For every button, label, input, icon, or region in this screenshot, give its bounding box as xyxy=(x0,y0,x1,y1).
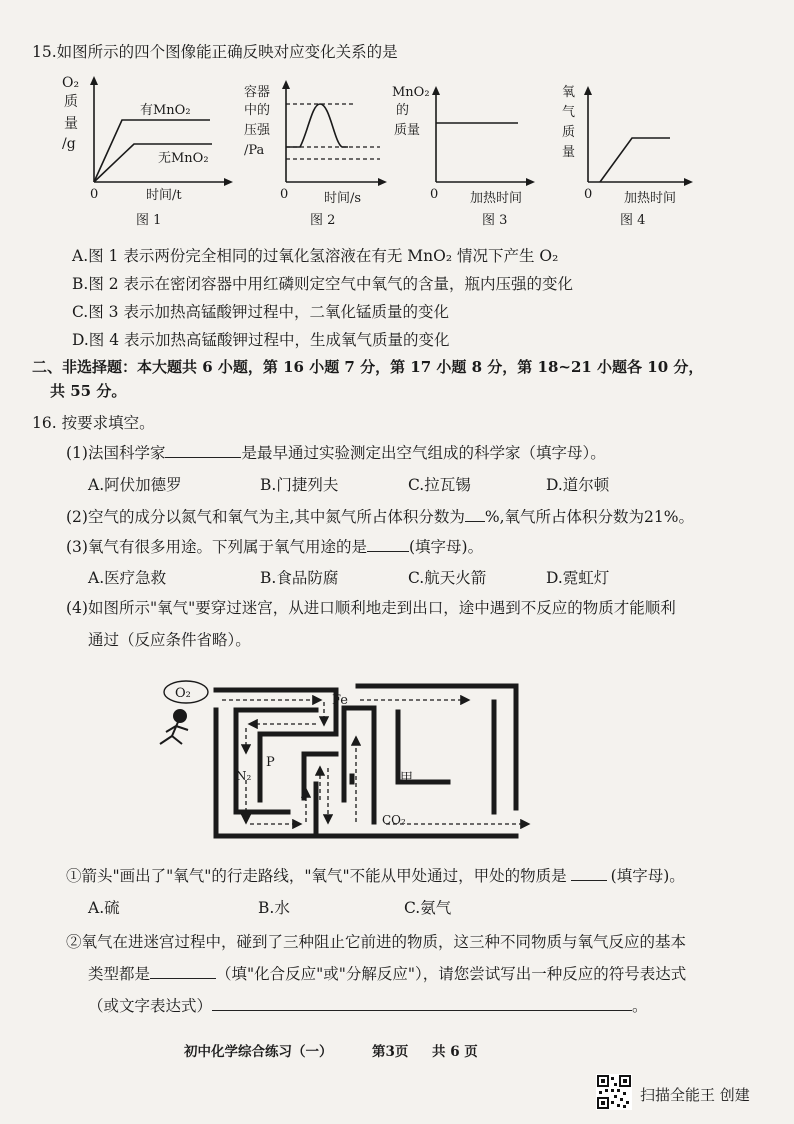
q16-p1-option-c: C.拉瓦锡 xyxy=(408,476,471,494)
q15-option-a: A.图 1 表示两份完全相同的过氧化氢溶液在有无 MnO₂ 情况下产生 O₂ xyxy=(72,247,559,265)
graph3-origin: 0 xyxy=(430,187,439,202)
q16-p1-option-b: B.门捷列夫 xyxy=(260,476,339,494)
footer-title: 初中化学综合练习（一） xyxy=(184,1044,333,1060)
graph2-y-label xyxy=(244,85,271,158)
q15-option-d: D.图 4 表示加热高锰酸钾过程中，生成氧气质量的变化 xyxy=(72,331,450,349)
maze-diagram xyxy=(148,672,538,842)
svg-text:MnO₂: MnO₂ xyxy=(392,85,430,100)
svg-text:质: 质 xyxy=(64,94,78,110)
svg-text:O₂: O₂ xyxy=(62,75,80,91)
q16-sub2-blank-expression[interactable] xyxy=(212,996,632,1011)
svg-text:质量: 质量 xyxy=(394,123,421,138)
graph3-caption: 图 3 xyxy=(482,213,508,228)
graph4-oxygen-line xyxy=(600,138,670,182)
svg-text:量: 量 xyxy=(562,145,576,160)
graph1-label-without: 无MnO₂ xyxy=(158,151,209,166)
graph2-origin: 0 xyxy=(280,187,289,202)
graph1-caption: 图 1 xyxy=(136,213,162,228)
q15-stem: 15.如图所示的四个图像能正确反映对应变化关系的是 xyxy=(32,43,398,61)
maze-co2-label: CO₂ xyxy=(382,813,406,827)
q16-p3-option-d: D.霓虹灯 xyxy=(546,569,610,587)
graph2-pressure-curve xyxy=(286,104,348,147)
graph1-x-label: 时间/t xyxy=(146,188,182,203)
svg-text:氧: 氧 xyxy=(562,85,576,100)
maze-p-label: P xyxy=(266,755,275,770)
svg-text:容器: 容器 xyxy=(244,85,271,100)
o2-walker-icon xyxy=(160,710,188,744)
q16-part4-line2: 通过（反应条件省略）。 xyxy=(88,631,251,649)
q16-part3: (3)氧气有很多用途。下列属于氧气用途的是 (填字母)。 xyxy=(66,538,484,556)
graph-2 xyxy=(242,72,392,232)
q16-part1: (1)法国科学家 是最早通过实验测定出空气组成的科学家（填字母）。 xyxy=(66,444,606,462)
q16-sub1-blank[interactable] xyxy=(571,866,607,881)
footer-page: 第3页 xyxy=(372,1044,409,1060)
section2-header-line1: 二、非选择题：本大题共 6 小题，第 16 小题 7 分，第 17 小题 8 分，第 18~21 小题各 10 分， xyxy=(32,358,704,376)
q16-sub2-line3: （或文字表达式） 。 xyxy=(88,997,648,1015)
graph4-x-label: 加热时间 xyxy=(624,191,677,206)
q16-p3-option-c: C.航天火箭 xyxy=(408,569,487,587)
q16-part2-blank[interactable] xyxy=(465,507,485,522)
q16-p3-option-b: B.食品防腐 xyxy=(260,569,339,587)
q16-p1-option-d: D.道尔顿 xyxy=(546,476,610,494)
q16-s1-option-c: C.氨气 xyxy=(404,899,452,917)
q15-option-b: B.图 2 表示在密闭容器中用红磷则定空气中氧气的含量，瓶内压强的变化 xyxy=(72,275,574,293)
svg-text:/Pa: /Pa xyxy=(244,143,265,158)
graph3-y-label xyxy=(392,85,430,138)
maze-n2-label: N₂ xyxy=(236,769,252,783)
graph3-x-label: 加热时间 xyxy=(470,191,523,206)
graph-1 xyxy=(58,72,238,232)
graph4-caption: 图 4 xyxy=(620,213,646,228)
q16-part2: (2)空气的成分以氮气和氧气为主,其中氮气所占体积分数为 %,氧气所占体积分数为21%。 xyxy=(66,508,694,526)
svg-text:量: 量 xyxy=(64,116,78,132)
svg-text:气: 气 xyxy=(562,105,576,120)
svg-text:质: 质 xyxy=(562,125,576,140)
maze-fe-label: Fe xyxy=(332,693,349,708)
svg-text:/g: /g xyxy=(62,136,76,152)
q16-s1-option-b: B.水 xyxy=(258,899,290,917)
svg-text:的: 的 xyxy=(396,103,410,118)
maze-jia-label: 甲 xyxy=(400,771,414,786)
q16-sub2-line2: 类型都是 （填"化合反应"或"分解反应"），请您尝试写出一种反应的符号表达式 xyxy=(88,965,687,983)
watermark-text: 扫描全能王 创建 xyxy=(640,1086,750,1104)
maze-walls xyxy=(216,686,516,836)
qr-code-icon xyxy=(596,1074,632,1110)
graph4-y-label xyxy=(562,85,575,160)
graph2-caption: 图 2 xyxy=(310,213,336,228)
graph-3 xyxy=(390,72,540,232)
svg-text:中的: 中的 xyxy=(244,103,271,118)
q16-part3-blank[interactable] xyxy=(367,537,409,552)
q16-sub2-blank-type[interactable] xyxy=(150,964,216,979)
q15-option-c: C.图 3 表示加热高锰酸钾过程中，二氧化锰质量的变化 xyxy=(72,303,449,321)
svg-text:压强: 压强 xyxy=(244,123,271,138)
q16-sub2-line1: ②氧气在进迷宫过程中，碰到了三种阻止它前进的物质，这三种不同物质与氧气反应的基本 xyxy=(66,933,687,951)
graph1-y-label xyxy=(62,75,79,152)
q16-s1-option-a: A.硫 xyxy=(88,899,120,917)
footer-total: 共 6 页 xyxy=(432,1044,478,1060)
graph2-x-label: 时间/s xyxy=(324,191,362,206)
graph4-origin: 0 xyxy=(584,187,593,202)
q16-part4-line1: (4)如图所示"氧气"要穿过迷宫，从进口顺利地走到出口，途中遇到不反应的物质才能顺利 xyxy=(66,599,676,617)
q16-p1-option-a: A.阿伏加德罗 xyxy=(88,476,182,494)
q16-sub1: ①箭头"画出了"氧气"的行走路线，"氧气"不能从甲处通过，甲处的物质是 (填字母)。 xyxy=(66,867,685,885)
graph1-label-with: 有MnO₂ xyxy=(140,103,191,118)
q16-part1-blank[interactable] xyxy=(165,443,241,458)
q16-stem: 16. 按要求填空。 xyxy=(32,414,155,432)
graph1-origin: 0 xyxy=(90,187,99,202)
maze-o2-label: O₂ xyxy=(175,686,191,701)
section2-header-line2: 共 55 分。 xyxy=(50,382,127,400)
q16-p3-option-a: A.医疗急救 xyxy=(88,569,167,587)
graph-4 xyxy=(556,72,706,232)
